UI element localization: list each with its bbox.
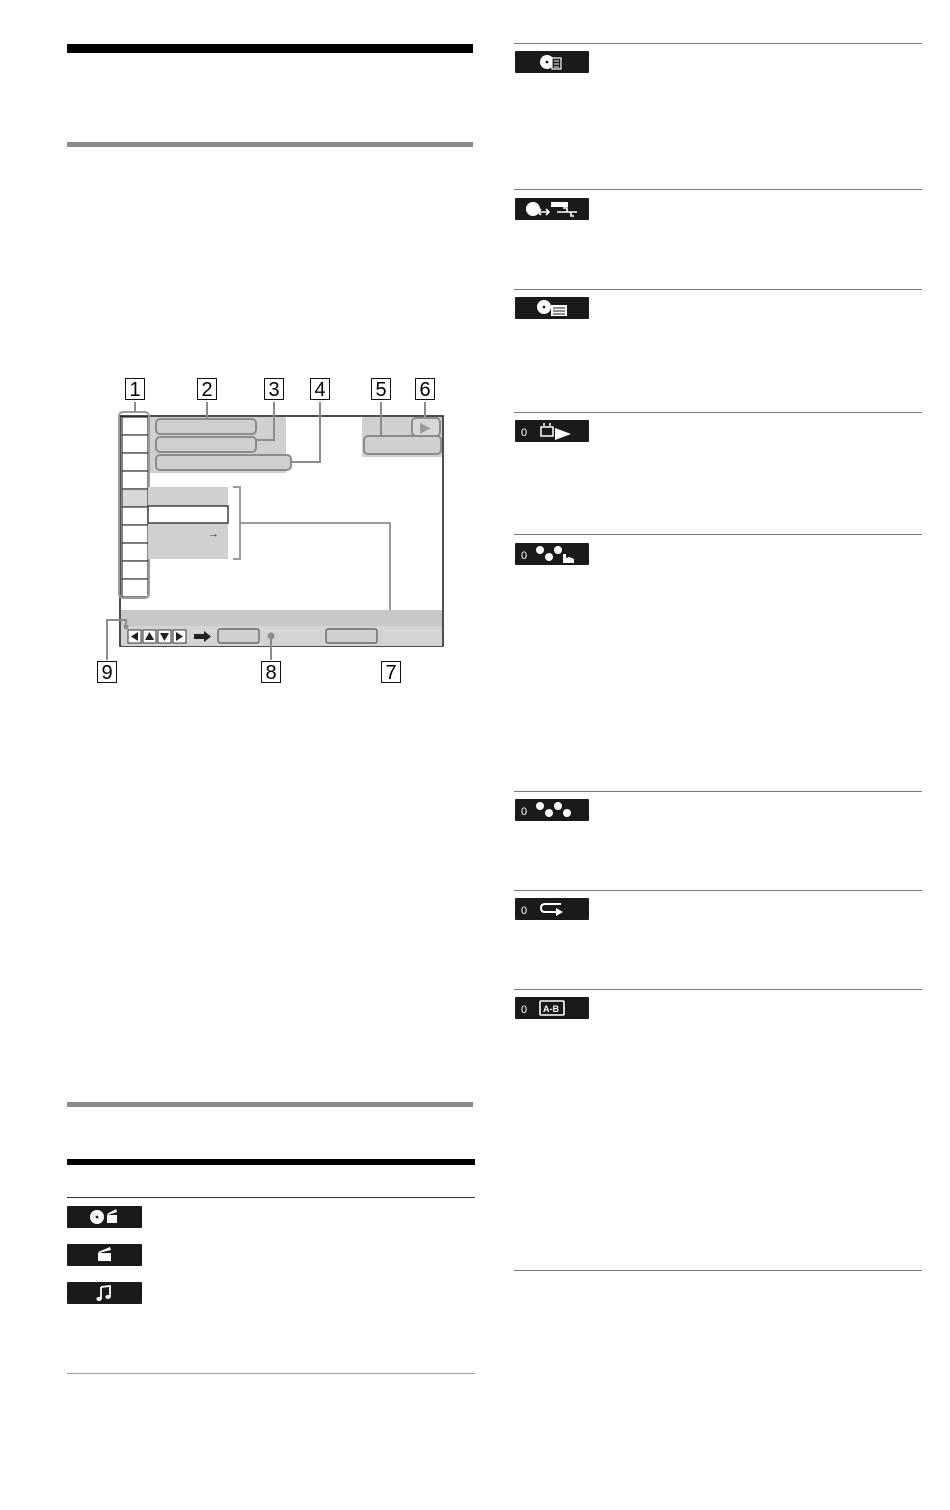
disc-information-icon [515,51,589,73]
callout-9: 9 [97,661,117,683]
video-clip-icon [67,1244,142,1266]
control-menu-diagram [90,370,460,690]
repeat-play-icon [515,898,589,920]
disc-menu-icon [515,297,589,319]
callout-8: 8 [261,661,281,683]
svg-text:0: 0 [521,905,528,917]
svg-text:0: 0 [521,806,528,818]
dvd-video-icon [67,1206,142,1228]
a-b-repeat-icon [515,997,589,1019]
callout-4: 4 [310,378,330,400]
right-rule-2 [514,189,922,190]
program-play-icon [515,543,589,565]
right-rule-1 [514,43,922,44]
right-rule-9 [514,1270,922,1271]
svg-text:0: 0 [521,427,528,439]
right-rule-6 [514,791,922,792]
table-heading-rule [67,1159,475,1165]
callout-6: 6 [415,378,435,400]
table-bottom-rule [67,1373,475,1374]
callout-2: 2 [197,378,217,400]
section-gray-rule-2 [67,1102,473,1107]
callout-5: 5 [371,378,391,400]
music-note-icon [67,1282,142,1304]
right-rule-3 [514,289,922,290]
svg-text:0: 0 [521,550,528,562]
table-header-rule [67,1197,475,1198]
right-rule-8 [514,989,922,990]
shuffle-play-icon [515,799,589,821]
submenu-arrow: → [208,528,219,540]
svg-text:A-B: A-B [543,1004,559,1014]
play-indicator: ▶ [420,419,431,435]
usb-transfer-icon [515,198,589,220]
svg-text:0: 0 [521,1004,528,1016]
callout-1: 1 [125,378,145,400]
section-gray-rule [67,142,473,147]
right-rule-7 [514,890,922,891]
right-rule-4 [514,412,922,413]
callout-3: 3 [264,378,284,400]
play-mode-icon [515,420,589,442]
callout-7: 7 [381,661,401,683]
right-rule-5 [514,534,922,535]
top-heading-rule [67,44,473,53]
